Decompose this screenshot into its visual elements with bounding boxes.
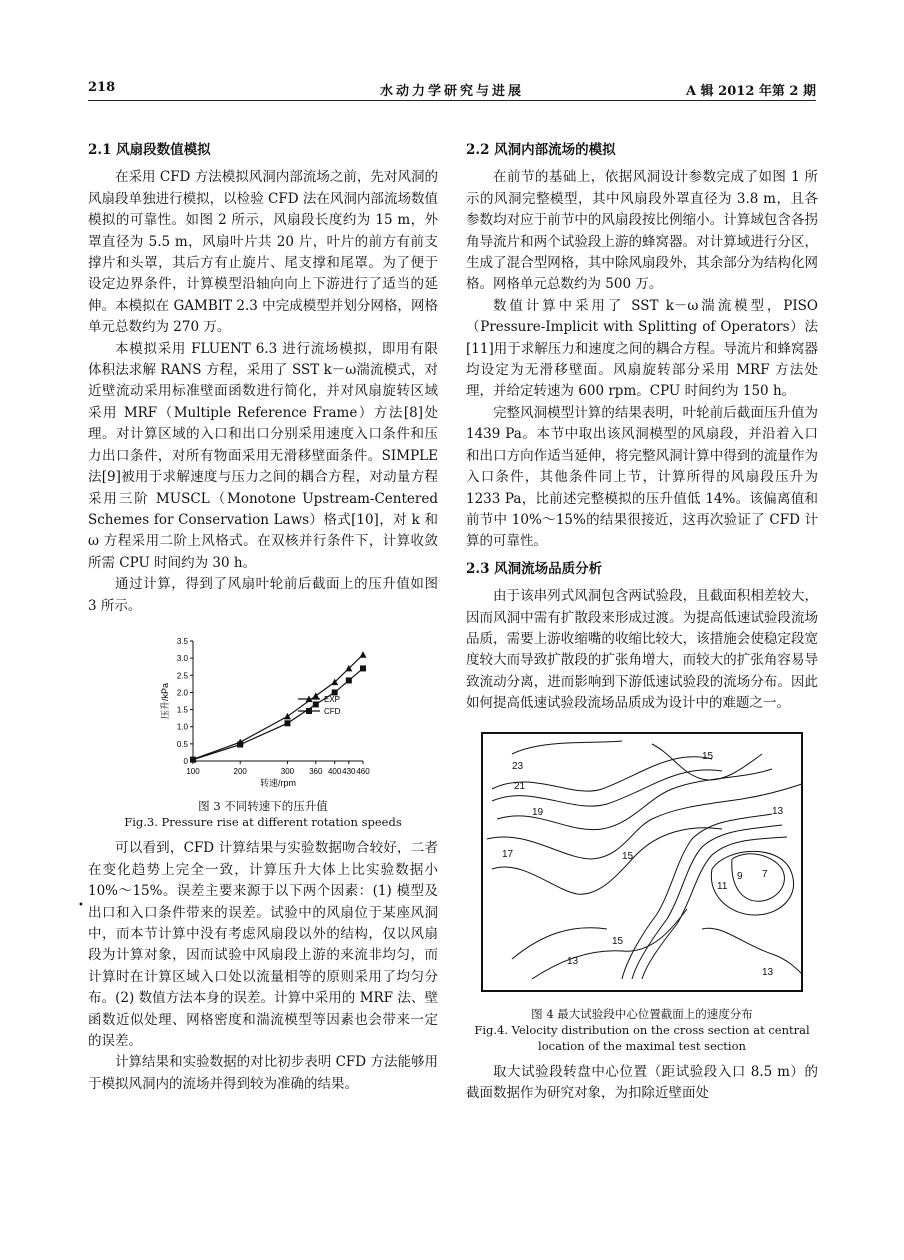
x-tick-label: 430	[342, 766, 356, 776]
contour-label: 9	[737, 870, 743, 882]
contour-label: 17	[502, 848, 514, 860]
contour-label: 13	[567, 955, 579, 967]
x-tick-label: 100	[186, 766, 200, 776]
paragraph: 在前节的基础上，依据风洞设计参数完成了如图 1 所示的风洞完整模型，其中风扇段外罩直径为 3.8 m，且各参数均对应于前节中的风扇段按比例缩小。计算域包含各拐角导流片和两个试验段上游的蜂窝器。对计算域进行分区，生成了混合型网格，其中除风扇段外，其余部分为结构化网格。网格单元总数约为 500 万。	[466, 169, 818, 293]
y-tick-label: 0	[183, 756, 188, 766]
paragraph: 可以看到，CFD 计算结果与实验数据吻合较好，二者在变化趋势上完全一致，计算压升大体上比实验数据小 10%～15%。误差主要来源于以下两个因素：(1) 模型及出口和入口条件带来的误差。试验中的风扇位于某座风洞中，而本节计算中没有考虑风扇段以外的结构，仅以风扇段为计算对象，因而试验中风扇段上游的来流非均匀，而计算时在计算区域入口处以流量相等的原则采用了均匀分布。(2) 数值方法本身的误差。计算中采用的 MRF 法、壁函数近似处理、网格密度和湍流模型等因素也会带来一定的误差。	[88, 840, 438, 1049]
page-header	[88, 78, 816, 101]
velocity-contour-plot	[472, 729, 812, 999]
paragraph: 完整风洞模型计算的结果表明，叶轮前后截面压升值为 1439 Pa。本节中取出该风洞模型的风扇段，并沿着入口和出口方向作适当延伸，将完整风洞计算中得到的流量作为入口条件，其他条件同上节，计算所得的风扇段压升为 1233 Pa，比前述完整模拟的压升值低 14%。该偏离值和前节中 10%～15%的结果很接近，这再次验证了 CFD 计算的可靠性。	[466, 404, 818, 550]
paragraph: 由于该串列式风洞包含两试验段，且截面积相差较大，因而风洞中需有扩散段来形成过渡。为提高低速试验段流场品质，需要上游收缩嘴的收缩比较大，该措施会使稳定段宽度较大而导致扩散段的扩张角增大，而较大的扩张角容易导致流动分离，进而影响到下游低速试验段的流场分布。因此如何提高低速试验段流场品质成为设计中的难题之一。	[466, 588, 818, 712]
y-tick-label: 2.5	[176, 671, 188, 681]
x-axis-label: 转速/rpm	[259, 777, 297, 788]
pressure-rise-chart	[133, 631, 393, 791]
journal-title: 水动力学研究与进展	[379, 84, 524, 99]
section-2-1-title: 2.1 风扇段数值模拟	[88, 142, 211, 158]
contour-label: 13	[762, 966, 774, 978]
legend-label: CFD	[324, 706, 341, 716]
y-tick-label: 2.0	[176, 688, 188, 698]
paragraph: 取大试验段转盘中心位置（距试验段入口 8.5 m）的截面数据作为研究对象，为扣除近壁面处	[466, 1063, 818, 1102]
y-tick-label: 1.0	[176, 722, 188, 732]
x-tick-label: 200	[233, 766, 247, 776]
fig4-caption-cn: 图 4 最大试验段中心位置截面上的速度分布	[531, 1006, 753, 1021]
margin-dot: •	[78, 900, 84, 911]
data-point-cfd	[313, 701, 319, 707]
fig4-caption-en: Fig.4. Velocity distribution on the cross section at central location of the maximal test section	[474, 1022, 810, 1053]
section-2-3-title: 2.3 风洞流场品质分析	[466, 560, 603, 577]
contour-label: 15	[612, 935, 624, 947]
contour-label: 21	[514, 780, 526, 792]
data-point-exp	[312, 692, 319, 699]
data-point-exp	[360, 651, 367, 658]
legend-marker	[306, 708, 312, 714]
figure-4	[466, 729, 818, 1054]
y-tick-label: 1.5	[176, 705, 188, 715]
contour-label: 11	[717, 880, 728, 892]
data-point-cfd	[284, 720, 290, 726]
contour-label: 23	[512, 760, 524, 772]
legend-label: EXP	[324, 694, 341, 704]
contour-label: 15	[622, 850, 634, 862]
paragraph: 在采用 CFD 方法模拟风洞内部流场之前，先对风洞的风扇段单独进行模拟，以检验 CFD 法在风洞内部流场数值模拟的可靠性。如图 2 所示，风扇段长度约为 15 m，外罩直径为 5.5 m，风扇叶片共 20 片，叶片的前方有前支撑片和头罩，其后方有止旋片、尾支撑和尾罩。为了便于设定边界条件，计算模型沿轴向向上下游进行了适当的延伸。本模拟在 GAMBIT 2.3 中完成模型并划分网格，网格单元总数约为 270 万。	[88, 169, 438, 336]
data-point-cfd	[237, 741, 243, 747]
journal-issue: A 辑 2012 年第 2 期	[686, 84, 816, 99]
contour-label: 15	[702, 750, 714, 762]
data-point-exp	[284, 713, 291, 720]
data-point-cfd	[346, 677, 352, 683]
page-number: 218	[88, 80, 116, 95]
y-tick-label: 3.0	[176, 654, 188, 664]
y-axis-label: 压升/kPa	[160, 682, 170, 719]
x-tick-label: 460	[356, 766, 370, 776]
paragraph: 通过计算，得到了风扇叶轮前后截面上的压升值如图 3 所示。	[88, 576, 438, 614]
paragraph: 数值计算中采用了 SST k－ω湍流模型，PISO（Pressure-Implicit with Splitting of Operators）法[11]用于求解压力和速度之间的耦合方程。导流片和蜂窝器均设定为无滑移壁面。风扇旋转部分采用 MRF 方法处理，并给定转速为 600 rpm。CPU 时间约为 150 h。	[466, 297, 818, 400]
y-tick-label: 0.5	[176, 739, 188, 749]
x-tick-label: 360	[309, 766, 323, 776]
paragraph: 计算结果和实验数据的对比初步表明 CFD 方法能够用于模拟风洞内的流场并得到较为准确的结果。	[88, 1054, 438, 1092]
contour-label: 13	[772, 805, 784, 817]
contour-label: 7	[762, 868, 768, 880]
section-2-2-title: 2.2 风洞内部流场的模拟	[466, 142, 616, 158]
x-tick-label: 300	[280, 766, 295, 776]
figure-3	[88, 631, 438, 830]
contour-label: 19	[532, 806, 544, 818]
paragraph: 本模拟采用 FLUENT 6.3 进行流场模拟，即用有限体积法求解 RANS 方程，采用了 SST k－ω湍流模式，对近壁流动采用标准壁面函数进行简化，并对风扇旋转区域采用 MRF（Multiple Reference Frame）方法[8]处理。对计算区域的入口和出口分别采用速度入口条件和压力出口条件，对所有物面采用无滑移壁面条件。SIMPLE 法[9]被用于求解速度与压力之间的耦合方程，对动量方程采用三阶 MUSCL（Monotone Upstream-Centered Schemes for Conservation Laws）格式[10]，对 k 和 ω 方程采用二阶上风格式。在双核并行条件下，计算收敛所需 CPU 时间约为 30 h。	[88, 340, 438, 571]
right-column	[466, 140, 818, 1105]
y-tick-label: 3.5	[176, 636, 188, 646]
left-column	[88, 140, 438, 1095]
data-point-cfd	[190, 757, 196, 763]
data-point-cfd	[332, 689, 338, 695]
data-point-cfd	[360, 665, 366, 671]
fig3-caption-cn: 图 3 不同转速下的压升值	[198, 799, 328, 814]
fig3-caption-en: Fig.3. Pressure rise at different rotation speeds	[124, 815, 402, 830]
x-tick-label: 400	[327, 766, 342, 776]
